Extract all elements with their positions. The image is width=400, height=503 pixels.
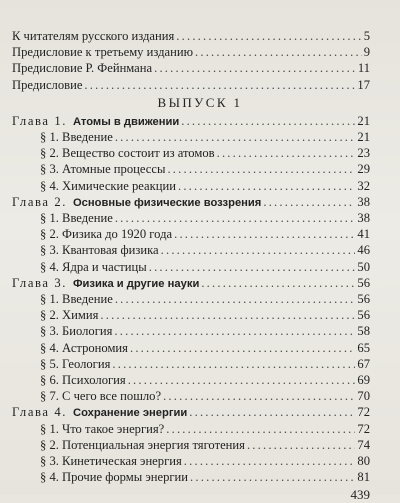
toc-entry-front-matter [12, 44, 370, 60]
entry-page: 23 [357, 146, 370, 161]
entry-page: 11 [357, 61, 370, 76]
toc-chapter-entry [12, 275, 370, 291]
section-title: § 6. Психология [40, 373, 126, 387]
toc-section-entry [40, 129, 370, 145]
toc-chapter-entry [12, 113, 370, 129]
section-title: § 1. Введение [40, 292, 113, 306]
toc-section-entry [40, 226, 370, 242]
chapter-number: Глава 4. [12, 405, 67, 420]
entry-page: 32 [357, 178, 370, 193]
section-title: § 2. Физика до 1920 года [40, 227, 173, 242]
chapter-number: Глава 1. [12, 113, 67, 128]
entry-page: 72 [357, 421, 370, 436]
entry-page: 70 [357, 389, 370, 404]
entry-page: 72 [357, 405, 370, 420]
entry-page: 58 [357, 324, 370, 339]
toc-chapter-entry [12, 194, 370, 210]
entry-page: 41 [357, 227, 370, 242]
entry-title: Предисловие [12, 77, 83, 92]
section-title: § 4. Прочие формы энергии [40, 470, 189, 485]
toc-section-entry [40, 259, 370, 275]
entry-page: 5 [363, 29, 370, 43]
chapter-number: Глава 2. [12, 194, 67, 209]
entry-page: 56 [357, 292, 370, 306]
toc-entry-front-matter [12, 60, 370, 76]
entry-page: 46 [357, 243, 370, 258]
section-title: § 4. Химические реакции [40, 178, 176, 193]
toc-section-entry [40, 388, 370, 404]
entry-page: 17 [357, 77, 370, 92]
section-title: § 3. Биология [40, 324, 113, 339]
entry-page: 56 [357, 275, 370, 290]
entry-page: 67 [357, 356, 370, 371]
toc-entry-front-matter [12, 77, 370, 93]
toc-section-entry [40, 340, 370, 356]
toc-section-entry [40, 242, 370, 258]
toc-section-entry [40, 421, 370, 437]
section-title: § 1. Введение [40, 211, 113, 225]
section-title: § 1. Что такое энергия? [40, 421, 165, 436]
entry-page: 65 [357, 340, 370, 355]
toc-entry-front-matter [12, 28, 370, 44]
toc-section-entry [40, 210, 370, 226]
toc-section-entry [40, 372, 370, 388]
entry-page: 21 [357, 130, 370, 144]
entry-page: 29 [357, 162, 370, 177]
chapter-title: Сохранение энергии [72, 407, 188, 420]
section-title: § 3. Кинетическая энергия [40, 454, 182, 468]
entry-page: 50 [357, 259, 370, 274]
toc-section-entry [40, 161, 370, 177]
chapter-title: Основные физические воззрения [72, 196, 262, 209]
entry-page: 74 [357, 437, 370, 452]
toc-section-entry [40, 291, 370, 307]
toc-section-entry [40, 178, 370, 194]
chapter-title: Физика и другие науки [72, 277, 200, 290]
section-title: § 4. Ядра и частицы [40, 259, 147, 274]
entry-page: 56 [357, 308, 370, 323]
section-title: § 1. Введение [40, 130, 113, 144]
chapter-number: Глава 3. [12, 275, 67, 290]
entry-title: Предисловие Р. Фейнмана [12, 61, 153, 76]
page-number: 439 [350, 487, 370, 503]
toc-section-entry [40, 356, 370, 372]
entry-page: 80 [357, 454, 370, 468]
section-title: § 4. Астрономия [40, 340, 128, 355]
toc-section-entry [40, 437, 370, 453]
toc-section-entry [40, 323, 370, 339]
section-title: § 2. Химия [40, 308, 99, 323]
toc-section-entry [40, 307, 370, 323]
toc-section-entry [40, 145, 370, 161]
entry-page: 38 [357, 211, 370, 225]
entry-page: 81 [357, 470, 370, 485]
chapter-title: Атомы в движении [72, 115, 180, 128]
entry-page: 9 [363, 45, 370, 60]
toc-chapter-entry [12, 404, 370, 420]
toc-section-entry [40, 469, 370, 485]
entry-page: 21 [357, 113, 370, 128]
section-title: § 2. Вещество состоит из атомов [40, 146, 215, 161]
issue-heading: ВЫПУСК 1 [157, 94, 243, 110]
section-title: § 7. С чего все пошло? [40, 389, 162, 404]
section-title: § 2. Потенциальная энергия тяготения [40, 437, 245, 452]
section-title: § 5. Геология [40, 356, 111, 371]
section-title: § 3. Квантовая физика [40, 243, 159, 258]
section-title: § 3. Атомные процессы [40, 162, 166, 177]
entry-title: Предисловие к третьему изданию [12, 45, 193, 60]
entry-title: К читателям русского издания [12, 29, 175, 43]
entry-page: 69 [357, 373, 370, 387]
entry-page: 38 [357, 194, 370, 209]
toc-section-entry [40, 453, 370, 469]
